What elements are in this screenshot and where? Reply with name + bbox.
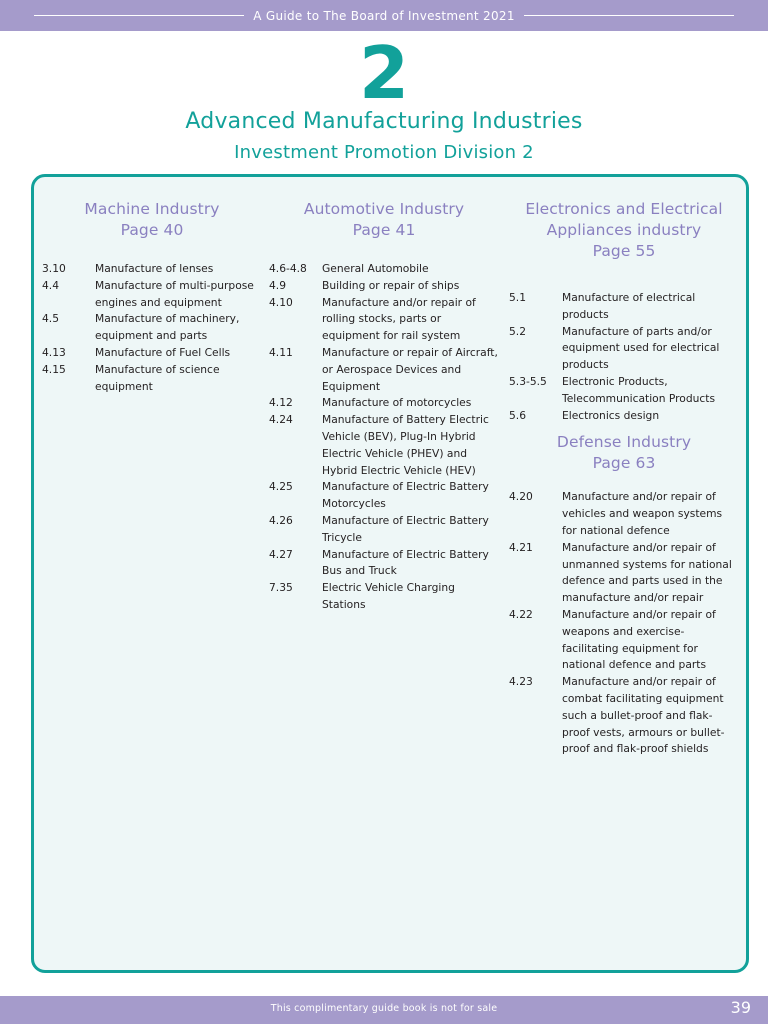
list-item	[269, 412, 499, 479]
item-code: 5.3-5.5	[509, 374, 547, 388]
item-code: 4.23	[509, 675, 533, 689]
item-description: Manufacture and/or repair of rolling stocks, parts or equipment for rail system	[322, 295, 476, 343]
list-item	[509, 290, 739, 324]
item-description: Electronics design	[562, 408, 660, 422]
list-item	[509, 408, 739, 425]
list-item	[42, 345, 262, 362]
item-description: Manufacture of science equipment	[95, 362, 220, 393]
item-code: 4.20	[509, 490, 533, 504]
item-description: Manufacture of multi-purpose engines and equipment	[95, 278, 254, 309]
item-code: 4.4	[42, 278, 59, 292]
list-item	[509, 674, 739, 758]
item-code: 5.2	[509, 324, 526, 338]
section-page: Page 40	[120, 221, 184, 239]
list-item	[269, 261, 499, 278]
item-description: Manufacture and/or repair of weapons and exercise-facilitating equipment for national defence and parts	[562, 607, 716, 672]
section-heading	[509, 432, 739, 489]
activity-list	[269, 261, 499, 614]
footer-bar	[0, 996, 768, 1024]
item-code: 4.11	[269, 345, 293, 359]
item-code: 5.6	[509, 408, 526, 422]
item-code: 4.10	[269, 295, 293, 309]
section-heading	[509, 199, 739, 290]
item-description: Manufacture of machinery, equipment and parts	[95, 312, 240, 343]
item-description: Manufacture and/or repair of vehicles and weapon systems for national defence	[562, 490, 723, 537]
item-description: Manufacture of Electric Battery Tricycle	[322, 513, 489, 544]
list-item	[269, 547, 499, 581]
item-description: Manufacture or repair of Aircraft, or Aerospace Devices and Equipment	[322, 345, 498, 393]
header-rule-right	[524, 15, 734, 16]
machine-industry-column	[42, 177, 262, 395]
list-item	[269, 295, 499, 345]
item-description: Manufacture and/or repair of combat facilitating equipment such a bullet-proof and flak-proof vests, armours or bullet-proof and flak-proof shields	[562, 675, 725, 756]
list-item	[269, 345, 499, 395]
item-description: Manufacture and/or repair of unmanned systems for national defence and parts used in the manufacture and/or repair	[562, 540, 732, 605]
chapter-title: Advanced Manufacturing Industries	[185, 109, 583, 134]
section-heading	[269, 199, 499, 261]
section-page: Page 41	[352, 221, 416, 239]
item-description: Manufacture of Battery Electric Vehicle (BEV), Plug-In Hybrid Electric Vehicle (PHEV) and Hybrid Electric Vehicle (HEV)	[322, 413, 489, 477]
list-item	[42, 278, 262, 312]
list-item	[269, 278, 499, 295]
item-description: Electric Vehicle Charging Stations	[322, 581, 455, 611]
list-item	[509, 540, 739, 607]
list-item	[42, 362, 262, 396]
item-description: General Automobile	[322, 262, 429, 275]
item-description: Manufacture of lenses	[95, 262, 214, 275]
item-code: 7.35	[269, 581, 293, 595]
section-title: Automotive Industry	[303, 200, 465, 218]
list-item	[269, 395, 499, 412]
chapter-subtitle: Investment Promotion Division 2	[234, 142, 534, 163]
list-item	[509, 374, 739, 408]
header-rule-left	[34, 15, 244, 16]
item-description: Manufacture of parts and/or equipment used for electrical products	[562, 324, 720, 372]
header-bar	[0, 0, 768, 31]
list-item	[42, 261, 262, 278]
item-description: Manufacture of Electric Battery Bus and Truck	[322, 547, 489, 578]
electronics-defense-column	[509, 177, 739, 758]
item-code: 5.1	[509, 291, 526, 304]
item-code: 4.24	[269, 413, 293, 427]
item-code: 4.13	[42, 345, 66, 359]
list-item	[269, 513, 499, 547]
item-description: Building or repair of ships	[322, 278, 460, 292]
item-description: Manufacture of Electric Battery Motorcycles	[322, 480, 489, 511]
item-code: 4.9	[269, 278, 286, 292]
list-item	[269, 580, 499, 614]
section-title: Machine Industry	[84, 200, 220, 218]
item-description: Electronic Products, Telecommunication Products	[562, 374, 716, 405]
item-code: 4.12	[269, 396, 293, 410]
list-item	[42, 311, 262, 345]
item-code: 4.5	[42, 312, 59, 326]
footer-note: This complimentary guide book is not for sale	[270, 1003, 498, 1014]
page-number: 39	[730, 998, 751, 1017]
section-heading	[42, 199, 262, 261]
list-item	[509, 324, 739, 374]
item-code: 3.10	[42, 262, 66, 275]
guide-title: A Guide to The Board of Investment 2021	[253, 8, 515, 23]
section-page: Page 63	[592, 454, 656, 473]
section-page: Page 55	[592, 242, 656, 260]
item-code: 4.21	[509, 540, 533, 554]
item-code: 4.25	[269, 480, 293, 494]
item-code: 4.15	[42, 362, 66, 376]
list-item	[509, 489, 739, 539]
activity-list	[509, 489, 739, 758]
item-code: 4.6-4.8	[269, 262, 307, 275]
activity-list	[509, 290, 739, 424]
item-code: 4.22	[509, 607, 533, 621]
item-code: 4.27	[269, 547, 293, 561]
section-title: Defense Industry	[556, 433, 692, 452]
item-code: 4.26	[269, 513, 293, 527]
industries-panel	[31, 174, 749, 973]
item-description: Manufacture of Fuel Cells	[95, 345, 231, 359]
item-description: Manufacture of motorcycles	[322, 396, 472, 410]
item-description: Manufacture of electrical products	[562, 291, 696, 321]
automotive-industry-column	[269, 177, 499, 614]
list-item	[509, 607, 739, 674]
chapter-number: 2	[358, 31, 410, 115]
activity-list	[42, 261, 262, 395]
list-item	[269, 479, 499, 513]
section-title: Electronics and Electrical Appliances industry	[525, 200, 723, 239]
